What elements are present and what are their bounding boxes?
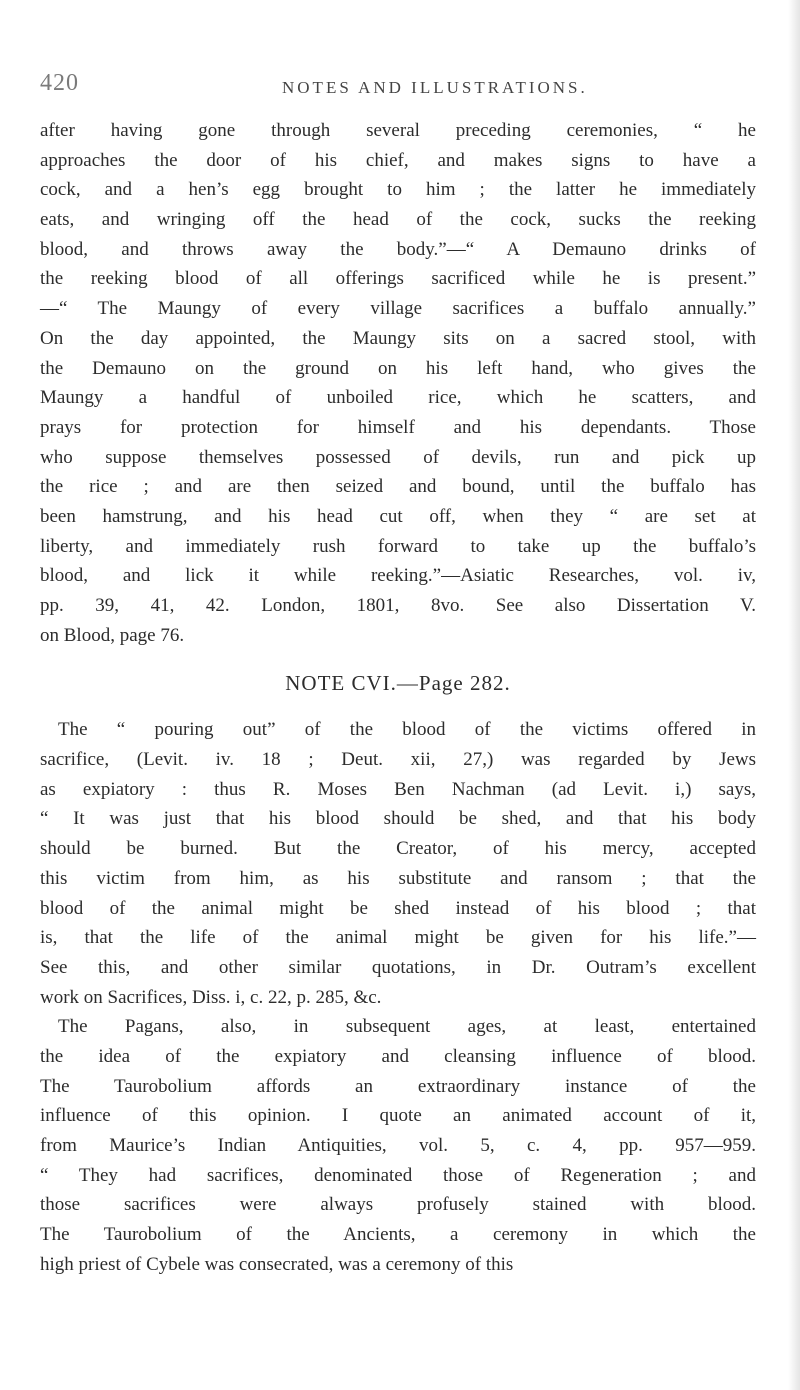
page-number: 420 (40, 70, 79, 96)
text-line: See this, and other similar quotations, in Dr. Outram’s excellent (40, 956, 756, 978)
text-line: “ They had sacrifices, denominated those of Regeneration ; and (40, 1164, 756, 1186)
text-line: blood, and throws away the body.”—“ A Demauno drinks of (40, 238, 756, 260)
text-line: been hamstrung, and his head cut off, when they “ are set at (40, 505, 756, 527)
text-line: the rice ; and are then seized and bound, until the buffalo has (40, 476, 756, 498)
text-line: prays for protection for himself and his dependants. Those (40, 416, 756, 438)
page-header (0, 66, 800, 106)
text-line: The Pagans, also, in subsequent ages, at least, entertained (58, 1016, 756, 1038)
text-line: work on Sacrifices, Diss. i, c. 22, p. 285, &c. (40, 986, 382, 1008)
text-line: approaches the door of his chief, and makes signs to have a (40, 149, 756, 171)
text-line: as expiatory : thus R. Moses Ben Nachman (ad Levit. i,) says, (40, 778, 756, 800)
text-line: from Maurice’s Indian Antiquities, vol. 5, c. 4, pp. 957—959. (40, 1135, 756, 1156)
text-line: The “ pouring out” of the blood of the victims offered in (58, 719, 756, 741)
text-line: eats, and wringing off the head of the cock, sucks the reeking (40, 209, 756, 231)
page-edge-shadow (788, 0, 800, 1390)
note-heading: NOTE CVI.—Page 282. (285, 671, 511, 696)
text-line: sacrifice, (Levit. iv. 18 ; Deut. xii, 27,) was regarded by Jews (40, 749, 756, 771)
paragraph-1 (40, 116, 756, 650)
text-line: should be burned. But the Creator, of his mercy, accepted (40, 838, 756, 860)
text-line: cock, and a hen’s egg brought to him ; the latter he immediately (40, 179, 756, 201)
text-line: —“ The Maungy of every village sacrifices a buffalo annually.” (40, 298, 756, 320)
text-line: pp. 39, 41, 42. London, 1801, 8vo. See also Dissertation V. (40, 595, 756, 616)
body-text (40, 116, 756, 1279)
paragraph-2 (40, 715, 756, 1012)
text-line: On the day appointed, the Maungy sits on a sacred stool, with (40, 327, 756, 349)
text-line: influence of this opinion. I quote an animated account of it, (40, 1105, 756, 1127)
text-line: the Demauno on the ground on his left hand, who gives the (40, 357, 756, 379)
paragraph-3 (40, 1012, 756, 1279)
text-line: the reeking blood of all offerings sacrificed while he is present.” (40, 268, 756, 290)
text-line: after having gone through several preceding ceremonies, “ he (40, 120, 756, 141)
text-line: who suppose themselves possessed of devils, run and pick up (40, 446, 756, 468)
text-line: this victim from him, as his substitute and ransom ; that the (40, 867, 756, 889)
text-line: The Taurobolium of the Ancients, a ceremony in which the (40, 1224, 756, 1246)
text-line: Maungy a handful of unboiled rice, which he scatters, and (40, 387, 756, 409)
text-line: on Blood, page 76. (40, 624, 185, 646)
text-line: blood of the animal might be shed instead of his blood ; that (40, 897, 756, 919)
text-line: liberty, and immediately rush forward to take up the buffalo’s (40, 535, 756, 557)
text-line: those sacrifices were always profusely stained with blood. (40, 1194, 756, 1216)
text-line: The Taurobolium affords an extraordinary instance of the (40, 1075, 756, 1097)
text-line: the idea of the expiatory and cleansing influence of blood. (40, 1045, 756, 1067)
text-line: high priest of Cybele was consecrated, was a ceremony of this (40, 1253, 514, 1275)
running-head: NOTES AND ILLUSTRATIONS. (282, 78, 588, 97)
text-line: is, that the life of the animal might be given for his life.”— (40, 927, 756, 949)
text-line: blood, and lick it while reeking.”—Asiatic Researches, vol. iv, (40, 565, 756, 587)
text-line: “ It was just that his blood should be shed, and that his body (40, 808, 756, 830)
